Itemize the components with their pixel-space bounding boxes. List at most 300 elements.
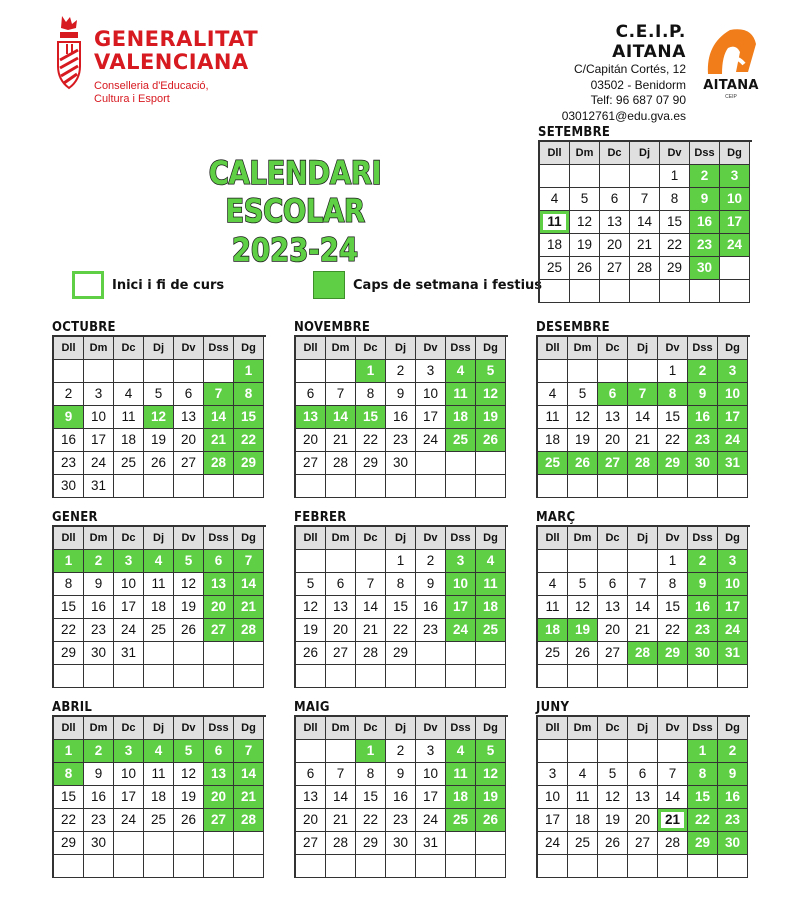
weekday-header: Dj: [628, 527, 658, 550]
day-cell: 23: [386, 809, 416, 832]
day-cell: 28: [204, 452, 234, 475]
day-cell: 29: [356, 452, 386, 475]
empty-cell: [144, 665, 174, 688]
day-cell: 16: [386, 786, 416, 809]
day-cell: 18: [538, 619, 568, 642]
month-juny: [536, 700, 750, 878]
day-cell: 6: [326, 573, 356, 596]
day-cell: 22: [356, 809, 386, 832]
day-cell: 7: [630, 188, 660, 211]
day-cell: 21: [628, 619, 658, 642]
day-cell: 17: [84, 429, 114, 452]
day-cell: 4: [540, 188, 570, 211]
day-cell: 14: [234, 763, 264, 786]
weekday-header: Dss: [446, 717, 476, 740]
day-cell: 22: [234, 429, 264, 452]
day-cell: 27: [628, 832, 658, 855]
empty-cell: [114, 665, 144, 688]
day-cell: 3: [416, 740, 446, 763]
day-cell: 12: [174, 763, 204, 786]
empty-cell: [628, 665, 658, 688]
day-cell: 17: [446, 596, 476, 619]
empty-cell: [660, 280, 690, 303]
empty-cell: [446, 642, 476, 665]
empty-cell: [568, 360, 598, 383]
empty-cell: [598, 740, 628, 763]
day-cell: 18: [446, 406, 476, 429]
empty-cell: [540, 165, 570, 188]
day-cell: 9: [718, 763, 748, 786]
day-cell: 13: [326, 596, 356, 619]
weekday-header: Dv: [658, 527, 688, 550]
empty-cell: [144, 642, 174, 665]
day-cell: 1: [356, 740, 386, 763]
day-cell: 4: [568, 763, 598, 786]
weekday-header: Dg: [234, 527, 264, 550]
empty-cell: [570, 280, 600, 303]
weekday-header: Dc: [356, 717, 386, 740]
day-cell: 24: [718, 429, 748, 452]
day-cell: 13: [598, 406, 628, 429]
empty-cell: [446, 832, 476, 855]
weekday-header: Dj: [628, 337, 658, 360]
day-cell: 11: [446, 383, 476, 406]
day-cell: 24: [416, 809, 446, 832]
empty-cell: [326, 475, 356, 498]
school-phone: Telf: 96 687 07 90: [590, 93, 686, 107]
day-cell: 25: [538, 642, 568, 665]
day-cell: 5: [476, 740, 506, 763]
day-cell: 16: [84, 596, 114, 619]
day-cell: 28: [234, 619, 264, 642]
day-cell: 21: [234, 596, 264, 619]
empty-cell: [204, 475, 234, 498]
day-cell: 28: [628, 642, 658, 665]
empty-cell: [720, 280, 750, 303]
weekday-header: Dj: [386, 527, 416, 550]
day-cell: 20: [628, 809, 658, 832]
weekday-header: Dm: [570, 142, 600, 165]
day-cell: 8: [658, 573, 688, 596]
day-cell: 1: [658, 550, 688, 573]
empty-cell: [386, 855, 416, 878]
day-cell: 30: [386, 452, 416, 475]
day-cell: 22: [688, 809, 718, 832]
empty-cell: [476, 642, 506, 665]
day-cell: 24: [114, 809, 144, 832]
day-cell: 31: [718, 452, 748, 475]
day-cell: 19: [568, 619, 598, 642]
day-cell: 3: [720, 165, 750, 188]
day-cell: 26: [568, 452, 598, 475]
empty-cell: [234, 832, 264, 855]
empty-cell: [54, 665, 84, 688]
month-novembre: [294, 320, 508, 498]
day-cell: 4: [144, 740, 174, 763]
day-cell: 23: [416, 619, 446, 642]
day-cell: 4: [144, 550, 174, 573]
day-cell: 25: [144, 619, 174, 642]
empty-cell: [234, 665, 264, 688]
day-cell: 3: [114, 740, 144, 763]
day-cell: 15: [660, 211, 690, 234]
day-cell: 11: [538, 596, 568, 619]
month-grid: [52, 335, 266, 498]
day-cell: 5: [568, 573, 598, 596]
day-cell: 3: [416, 360, 446, 383]
day-cell: 3: [114, 550, 144, 573]
day-cell: 19: [174, 786, 204, 809]
day-cell: 17: [720, 211, 750, 234]
day-cell: 5: [476, 360, 506, 383]
weekday-header: Dss: [688, 527, 718, 550]
day-cell: 11: [114, 406, 144, 429]
day-cell: 23: [54, 452, 84, 475]
day-cell: 15: [386, 596, 416, 619]
month-febrer: [294, 510, 508, 688]
weekday-header: Dm: [326, 337, 356, 360]
day-cell: 3: [446, 550, 476, 573]
weekday-header: Dg: [718, 717, 748, 740]
weekday-header: Dm: [84, 717, 114, 740]
empty-cell: [416, 665, 446, 688]
day-cell: 18: [476, 596, 506, 619]
day-cell: 27: [296, 452, 326, 475]
empty-cell: [476, 855, 506, 878]
month-setembre: [538, 125, 752, 303]
day-cell: 25: [446, 809, 476, 832]
school-address: C/Capitán Cortés, 12: [573, 62, 686, 76]
day-cell: 13: [204, 763, 234, 786]
day-cell: 28: [356, 642, 386, 665]
org-line1: GENERALITAT: [94, 27, 259, 51]
school-name: C.E.I.P. AITANA: [612, 22, 686, 62]
weekday-header: Dg: [720, 142, 750, 165]
empty-cell: [326, 740, 356, 763]
day-cell: 14: [630, 211, 660, 234]
weekday-header: Dg: [476, 337, 506, 360]
dept-line2: Cultura i Esport: [94, 93, 170, 105]
empty-cell: [416, 642, 446, 665]
day-cell: 6: [174, 383, 204, 406]
day-cell: 9: [84, 573, 114, 596]
day-cell: 6: [204, 740, 234, 763]
day-cell: 14: [628, 406, 658, 429]
day-cell: 9: [84, 763, 114, 786]
empty-cell: [296, 360, 326, 383]
weekday-header: Dj: [386, 717, 416, 740]
weekday-header: Dll: [54, 717, 84, 740]
day-cell: 2: [416, 550, 446, 573]
month-maig: [294, 700, 508, 878]
title-line1: CALENDARI ESCOLAR: [208, 154, 382, 230]
school-email[interactable]: 03012761@edu.gva.es: [561, 108, 686, 123]
day-cell: 16: [690, 211, 720, 234]
day-cell: 19: [174, 596, 204, 619]
aitana-logo: [700, 22, 762, 102]
month-name: ABRIL: [52, 700, 93, 715]
empty-cell: [234, 855, 264, 878]
day-cell: 2: [84, 740, 114, 763]
day-cell: 19: [296, 619, 326, 642]
weekday-header: Dg: [234, 717, 264, 740]
empty-cell: [538, 550, 568, 573]
day-cell: 11: [446, 763, 476, 786]
day-cell: 18: [446, 786, 476, 809]
aitana-mountain-icon: [700, 22, 762, 78]
empty-cell: [476, 665, 506, 688]
day-cell: 24: [84, 452, 114, 475]
day-cell: 12: [174, 573, 204, 596]
day-cell: 6: [598, 383, 628, 406]
day-cell: 14: [356, 596, 386, 619]
day-cell: 28: [326, 452, 356, 475]
day-cell: 4: [446, 740, 476, 763]
day-cell: 17: [718, 406, 748, 429]
day-cell: 1: [54, 740, 84, 763]
weekday-header: Dv: [174, 717, 204, 740]
empty-cell: [598, 665, 628, 688]
weekday-header: Dc: [114, 717, 144, 740]
empty-cell: [416, 452, 446, 475]
day-cell: 11: [476, 573, 506, 596]
day-cell: 19: [570, 234, 600, 257]
org-line2: VALENCIANA: [94, 50, 249, 74]
day-cell: 19: [476, 786, 506, 809]
day-cell: 15: [658, 596, 688, 619]
weekday-header: Dll: [54, 337, 84, 360]
weekday-header: Dss: [446, 527, 476, 550]
day-cell: 6: [628, 763, 658, 786]
day-cell: 15: [688, 786, 718, 809]
day-cell: 31: [114, 642, 144, 665]
legend-start-end: [72, 270, 224, 300]
day-cell: 20: [296, 429, 326, 452]
weekday-header: Dss: [204, 717, 234, 740]
day-cell: 20: [204, 786, 234, 809]
day-cell: 10: [718, 573, 748, 596]
day-cell: 20: [174, 429, 204, 452]
day-cell: 8: [356, 383, 386, 406]
empty-cell: [570, 165, 600, 188]
weekday-header: Dv: [174, 337, 204, 360]
day-cell: 17: [538, 809, 568, 832]
weekday-header: Dc: [598, 717, 628, 740]
empty-cell: [688, 665, 718, 688]
day-cell: 1: [658, 360, 688, 383]
empty-cell: [84, 360, 114, 383]
day-cell: 22: [54, 809, 84, 832]
month-name: FEBRER: [294, 510, 347, 525]
empty-cell: [114, 360, 144, 383]
weekday-header: Dv: [660, 142, 690, 165]
dept-line1: Conselleria d'Educació,: [94, 80, 209, 92]
weekday-header: Dc: [598, 527, 628, 550]
weekday-header: Dj: [144, 717, 174, 740]
empty-cell: [326, 855, 356, 878]
day-cell: 20: [326, 619, 356, 642]
month-name: GENER: [52, 510, 98, 525]
day-cell: 5: [144, 383, 174, 406]
day-cell: 17: [114, 786, 144, 809]
empty-cell: [326, 665, 356, 688]
day-cell: 7: [326, 383, 356, 406]
day-cell: 12: [570, 211, 600, 234]
day-cell: 28: [234, 809, 264, 832]
weekday-header: Dc: [114, 337, 144, 360]
empty-cell: [174, 832, 204, 855]
day-cell: 6: [600, 188, 630, 211]
empty-cell: [144, 360, 174, 383]
day-cell: 31: [718, 642, 748, 665]
day-cell: 16: [718, 786, 748, 809]
day-cell: 26: [476, 429, 506, 452]
day-cell: 29: [356, 832, 386, 855]
day-cell: 14: [326, 786, 356, 809]
empty-cell: [628, 855, 658, 878]
day-cell: 4: [114, 383, 144, 406]
empty-cell: [658, 740, 688, 763]
weekday-header: Dj: [630, 142, 660, 165]
day-cell: 29: [54, 832, 84, 855]
empty-cell: [568, 740, 598, 763]
day-cell: 21: [628, 429, 658, 452]
weekday-header: Dc: [114, 527, 144, 550]
day-cell: 3: [84, 383, 114, 406]
empty-cell: [386, 665, 416, 688]
title-year: 2023-24: [231, 231, 359, 269]
month-grid: [52, 715, 266, 878]
empty-cell: [296, 475, 326, 498]
month-desembre: [536, 320, 750, 498]
empty-cell: [538, 855, 568, 878]
day-cell: 21: [234, 786, 264, 809]
day-cell: 13: [600, 211, 630, 234]
day-cell: 11: [540, 211, 570, 234]
day-cell: 29: [386, 642, 416, 665]
day-cell: 20: [296, 809, 326, 832]
day-cell: 10: [114, 763, 144, 786]
day-cell: 29: [658, 452, 688, 475]
weekday-header: Dj: [144, 337, 174, 360]
day-cell: 29: [234, 452, 264, 475]
weekday-header: Dc: [600, 142, 630, 165]
weekday-header: Dj: [386, 337, 416, 360]
month-name: MAIG: [294, 700, 330, 715]
day-cell: 12: [568, 406, 598, 429]
day-cell: 14: [234, 573, 264, 596]
weekday-header: Dss: [690, 142, 720, 165]
day-cell: 2: [386, 740, 416, 763]
day-cell: 27: [598, 642, 628, 665]
day-cell: 18: [144, 596, 174, 619]
weekday-header: Dm: [568, 337, 598, 360]
month-abril: [52, 700, 266, 878]
day-cell: 7: [204, 383, 234, 406]
day-cell: 10: [114, 573, 144, 596]
day-cell: 15: [54, 596, 84, 619]
day-cell: 10: [84, 406, 114, 429]
day-cell: 31: [416, 832, 446, 855]
day-cell: 15: [54, 786, 84, 809]
day-cell: 5: [174, 740, 204, 763]
empty-cell: [114, 832, 144, 855]
month-grid: [52, 525, 266, 688]
empty-cell: [600, 280, 630, 303]
day-cell: 5: [568, 383, 598, 406]
day-cell: 1: [660, 165, 690, 188]
empty-cell: [628, 360, 658, 383]
day-cell: 12: [476, 383, 506, 406]
day-cell: 1: [356, 360, 386, 383]
day-cell: 10: [538, 786, 568, 809]
day-cell: 15: [356, 406, 386, 429]
weekday-header: Dj: [628, 717, 658, 740]
day-cell: 9: [688, 573, 718, 596]
day-cell: 5: [174, 550, 204, 573]
day-cell: 10: [446, 573, 476, 596]
day-cell: 24: [538, 832, 568, 855]
day-cell: 13: [296, 786, 326, 809]
day-cell: 3: [538, 763, 568, 786]
empty-cell: [628, 740, 658, 763]
day-cell: 8: [54, 573, 84, 596]
empty-cell: [356, 550, 386, 573]
day-cell: 7: [628, 383, 658, 406]
day-cell: 29: [54, 642, 84, 665]
empty-cell: [356, 855, 386, 878]
month-grid: [294, 335, 508, 498]
empty-cell: [446, 665, 476, 688]
day-cell: 19: [144, 429, 174, 452]
day-cell: 12: [568, 596, 598, 619]
day-cell: 25: [446, 429, 476, 452]
day-cell: 17: [416, 786, 446, 809]
empty-cell: [598, 475, 628, 498]
day-cell: 17: [416, 406, 446, 429]
day-cell: 27: [174, 452, 204, 475]
day-cell: 27: [600, 257, 630, 280]
calendar-title: [130, 154, 460, 270]
empty-cell: [630, 165, 660, 188]
day-cell: 12: [476, 763, 506, 786]
empty-cell: [174, 855, 204, 878]
day-cell: 12: [144, 406, 174, 429]
day-cell: 20: [204, 596, 234, 619]
empty-cell: [144, 855, 174, 878]
day-cell: 28: [658, 832, 688, 855]
day-cell: 22: [386, 619, 416, 642]
day-cell: 16: [688, 596, 718, 619]
day-cell: 13: [174, 406, 204, 429]
day-cell: 2: [688, 550, 718, 573]
weekday-header: Dll: [538, 337, 568, 360]
day-cell: 9: [54, 406, 84, 429]
weekday-header: Dv: [416, 527, 446, 550]
weekday-header: Dv: [174, 527, 204, 550]
day-cell: 21: [204, 429, 234, 452]
empty-cell: [144, 832, 174, 855]
day-cell: 7: [326, 763, 356, 786]
month-grid: [294, 525, 508, 688]
empty-cell: [204, 360, 234, 383]
weekday-header: Dss: [688, 337, 718, 360]
day-cell: 24: [718, 619, 748, 642]
day-cell: 26: [568, 642, 598, 665]
legend-outline-swatch: [72, 271, 104, 299]
empty-cell: [234, 642, 264, 665]
day-cell: 3: [718, 360, 748, 383]
